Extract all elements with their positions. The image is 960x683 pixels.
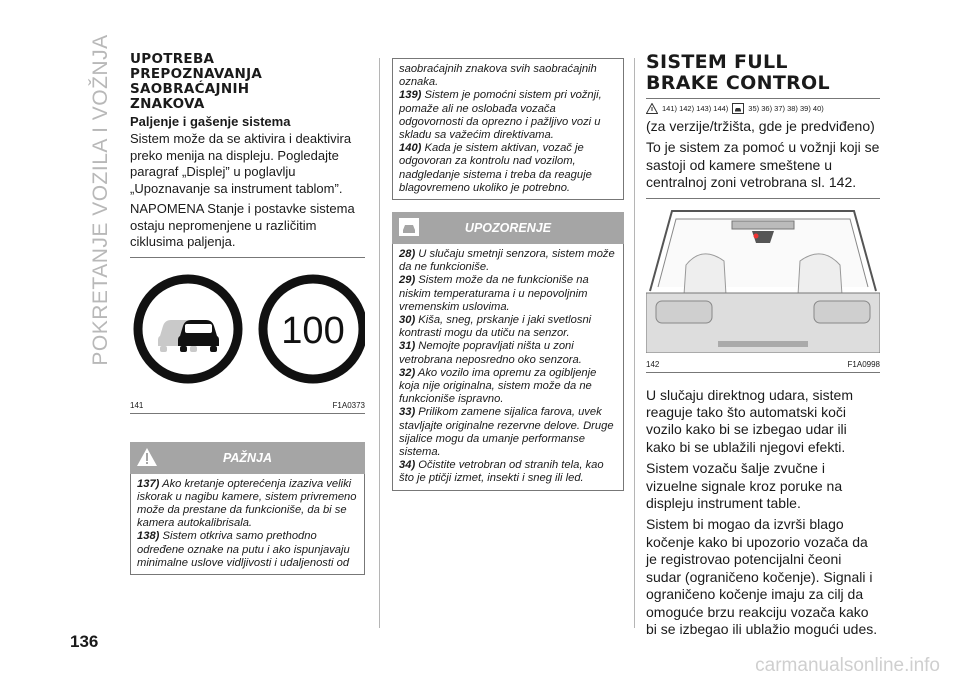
caution-header: UPOZORENJE bbox=[392, 212, 624, 244]
paragraph: (za verzije/tržišta, gde je predviđeno) bbox=[646, 118, 875, 134]
paragraph: Sistem može da se aktivira i deaktivira preko menija na displeju. Pogledajte paragraf „Displej” u poglavlju „Upoznavanje sa instrument tablom”. bbox=[130, 131, 352, 196]
figure-141 bbox=[130, 264, 365, 414]
figure-caption: 142 F1A0998 bbox=[646, 360, 880, 373]
car-caution-icon bbox=[398, 217, 420, 237]
rearview-mirror bbox=[732, 221, 794, 229]
references: 141) 142) 143) 144) 35) 36) 37) 38) 39) 40) bbox=[646, 103, 880, 114]
warning-triangle-icon bbox=[646, 103, 658, 114]
watermark: carmanualsonline.info bbox=[755, 655, 940, 676]
chapter-side-tab: POKRETANJE VOZILA I VOŽNJA bbox=[89, 34, 112, 366]
column-divider bbox=[634, 58, 635, 628]
warning-triangle-icon bbox=[136, 447, 158, 467]
car-caution-icon bbox=[732, 103, 744, 114]
note-31: 31) Nemojte popravljati ništa u zoni vetrobrana neposredno oko senzora. bbox=[399, 340, 582, 366]
note-29: 29) Sistem može da ne funkcioniše na niskim temperaturama i u nepovoljnim vremenskim uslovima. bbox=[399, 274, 589, 313]
note-140: 140) Kada je sistem aktivan, vozač je odgovoran za kontrolu nad vozilom, nadgledanje sistema i treba da reaguje blagovremeno ukoliko je potrebno. bbox=[399, 142, 592, 194]
note-30: 30) Kiša, sneg, prskanje i jaki svetlosni kontrasti mogu da utiču na senzor. bbox=[399, 314, 592, 340]
warning-header: PAŽNJA bbox=[130, 442, 365, 474]
defrost-vents bbox=[718, 341, 808, 347]
figure-caption: 141 F1A0373 bbox=[130, 401, 365, 414]
column-divider bbox=[379, 58, 380, 628]
note-137: 137) Ako kretanje opterećenja izaziva veliki iskorak u nagibu kamere, sistem privremeno može da prestane da funkcioniše, da bi se kamera autokalibrisala. bbox=[137, 477, 357, 530]
note-33: 33) Prilikom zamene sijalica farova, uvek stavljajte originalne rezervne delove. Druge sijalice mogu da umanje performanse sistema. bbox=[399, 406, 614, 459]
seat-left bbox=[684, 254, 726, 295]
note-28: 28) U slučaju smetnji senzora, sistem može da ne funkcioniše. bbox=[399, 248, 615, 274]
column-3 bbox=[646, 52, 880, 642]
paragraph: To je sistem za pomoć u vožnji koji se sastoji od kamere smeštene u centralnoj zoni vetrobrana sl. 142. bbox=[646, 139, 880, 191]
divider bbox=[646, 198, 880, 199]
section-title-sign-recognition: UPOTREBA PREPOZNAVANJA SAOBRAĆAJNIH ZNAKOVA bbox=[130, 51, 263, 112]
paragraph: Sistem bi mogao da izvrši blago kočenje kako bi upozorio vozača da je registrovao potencijalni čeoni sudar (ograničeno kočenje). Signali i ograničeno kočenje imaju za cilj da omoguće brzu reakciju vozača kako bi se izbegao ili ublažio mogući udes. bbox=[646, 516, 878, 637]
note-continued: saobraćajnih znakova svih saobraćajnih oznaka. bbox=[399, 63, 597, 89]
note-32: 32) Ako vozilo ima opremu za ogibljenje koja nije originalna, sistem može da ne funkcioniše ispravno. bbox=[399, 366, 597, 406]
speed-limit-value: 100 bbox=[281, 309, 345, 352]
paragraph-note: NAPOMENA Stanje i postavke sistema ostaju nepromenjene u različitim ciklusima paljenja. bbox=[130, 201, 355, 249]
subtitle-on-off: Paljenje i gašenje sistema bbox=[130, 114, 291, 129]
windshield-camera-illustration bbox=[646, 205, 880, 353]
paragraph: U slučaju direktnog udara, sistem reaguje tako što automatski koči vozilo kako bi se izbegao udar ili kako bi se ublažili njegovi efekti. bbox=[646, 386, 853, 455]
divider bbox=[130, 257, 365, 258]
note-138: 138) Sistem otkriva samo prethodno određene oznake na putu i ako ispunjavaju minimalne uslove vidljivosti i udaljenosti od bbox=[137, 530, 350, 569]
page-number: 136 bbox=[70, 632, 99, 651]
title-underline bbox=[646, 98, 880, 99]
camera-lens bbox=[754, 233, 759, 238]
caution-box bbox=[392, 244, 624, 491]
warning-box-continued bbox=[392, 58, 624, 200]
section-title-full-brake-control: SISTEM FULL BRAKE CONTROL bbox=[646, 51, 830, 94]
column-2 bbox=[392, 58, 624, 491]
column-1 bbox=[130, 52, 365, 575]
note-34: 34) Očistite vetrobran od stranih tela, kao što je ptičji izmet, insekti i sneg ili led. bbox=[399, 459, 604, 485]
traffic-signs-illustration bbox=[130, 264, 365, 394]
figure-142 bbox=[646, 205, 880, 373]
seat-right bbox=[798, 254, 842, 295]
note-139: 139) Sistem je pomoćni sistem pri vožnji, pomaže ali ne oslobađa vozača odgovornosti da oprezno i pažljivo vozi u skladu sa važećim direktivama. bbox=[399, 89, 602, 142]
warning-box bbox=[130, 474, 365, 575]
paragraph: Sistem vozaču šalje zvučne i vizuelne signale kroz poruke na displeju instrument table. bbox=[646, 460, 843, 512]
